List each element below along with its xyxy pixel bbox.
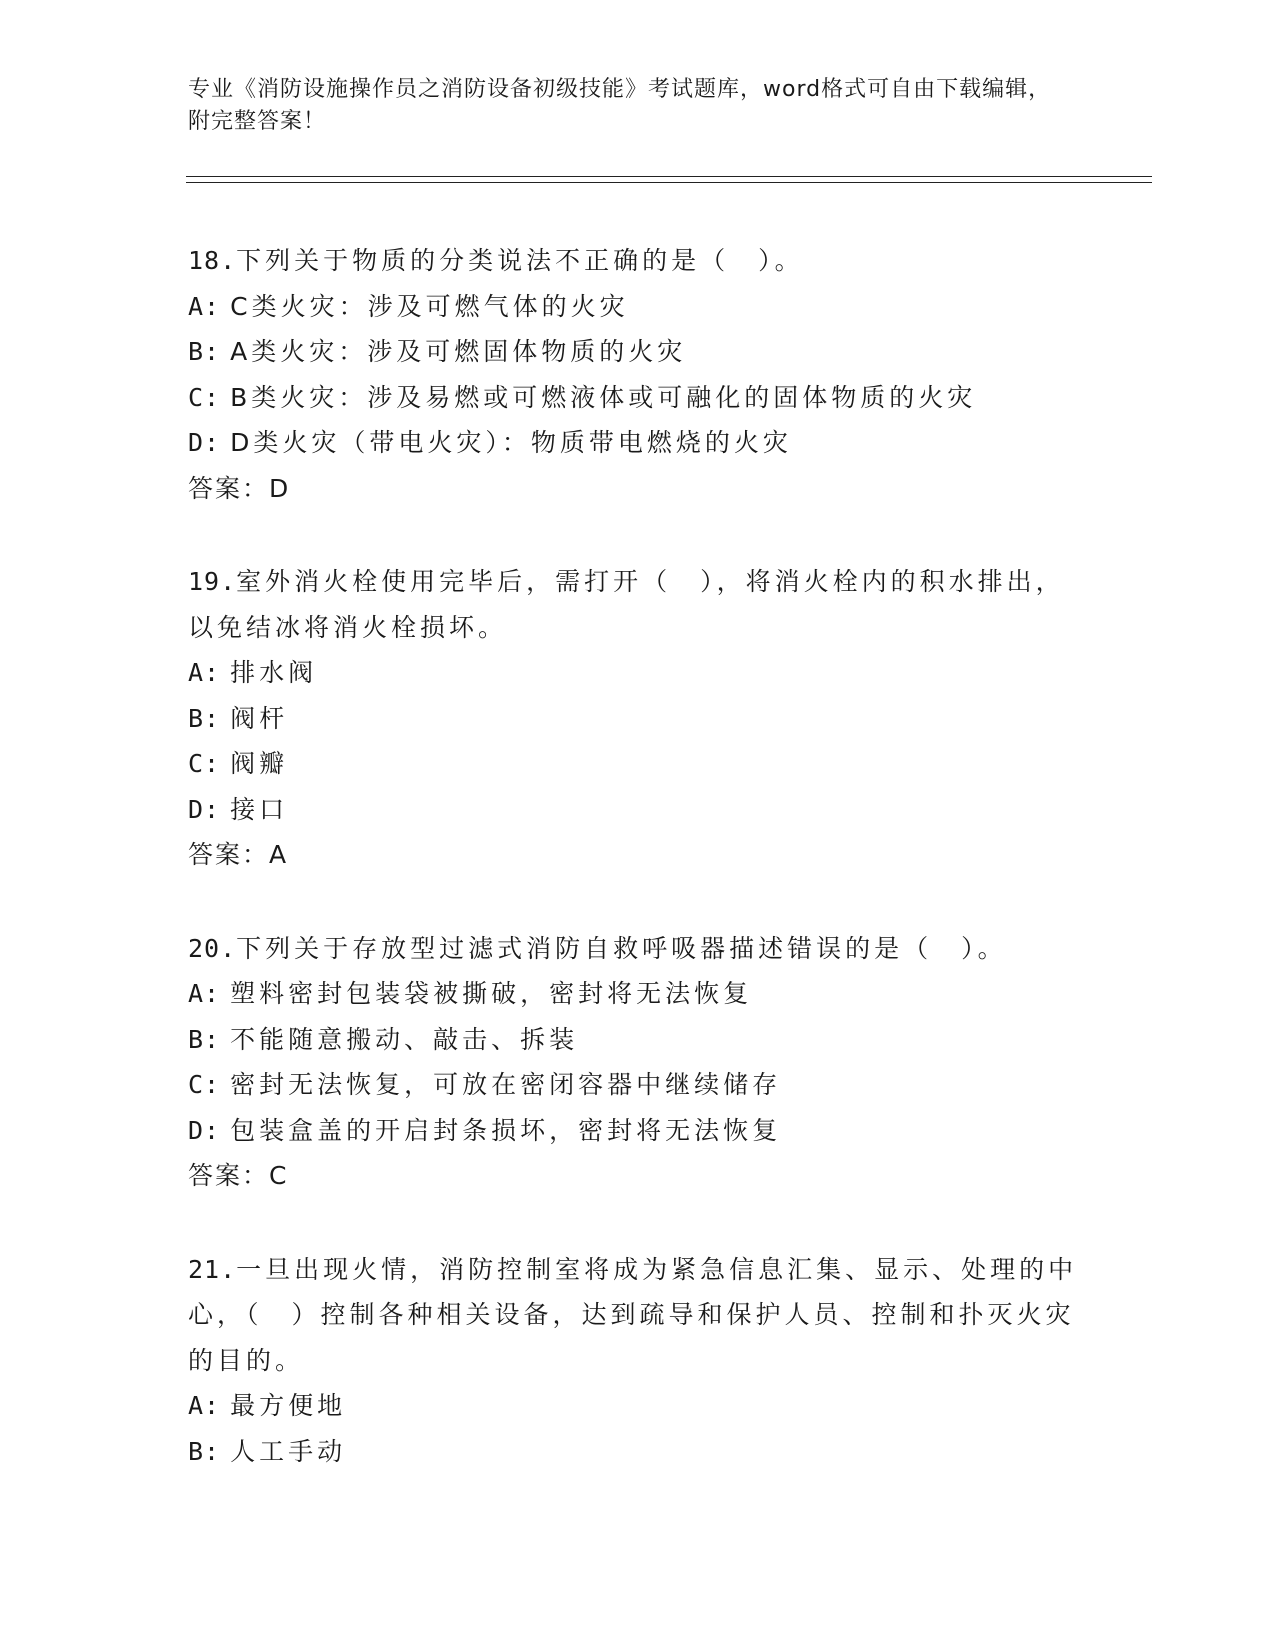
option-key: B:	[188, 1436, 221, 1466]
question-number: 18.	[188, 246, 237, 275]
option-text: 最方便地	[230, 1391, 347, 1420]
answer-line: 答案：C	[188, 1161, 289, 1190]
option-c	[188, 375, 1088, 421]
question-text: 下列关于物质的分类说法不正确的是（ ）。	[236, 246, 804, 275]
option-text: D类火灾（带电火灾）：物质带电燃烧的火灾	[230, 428, 792, 457]
option-d	[188, 787, 1088, 833]
option-key: B:	[188, 703, 221, 733]
option-text: 阀杆	[230, 703, 289, 733]
option-b	[188, 1017, 1088, 1063]
question-text: 下列关于存放型过滤式消防自救呼吸器描述错误的是（ ）。	[236, 933, 1007, 963]
option-text: B类火灾：涉及易燃或可燃液体或可融化的固体物质的火灾	[230, 382, 977, 412]
option-key: A:	[188, 658, 221, 687]
question-stem	[188, 238, 1088, 284]
option-key: C:	[188, 1070, 221, 1099]
question-number: 21.	[188, 1254, 237, 1284]
option-a	[188, 650, 1088, 696]
option-c	[188, 1062, 1088, 1108]
option-key: B:	[188, 1024, 221, 1054]
option-key: B:	[188, 337, 221, 366]
option-text: A类火灾：涉及可燃固体物质的火灾	[230, 337, 687, 366]
question-20	[188, 926, 1088, 1199]
option-d	[188, 1108, 1088, 1154]
question-list	[188, 238, 1088, 1522]
option-a	[188, 971, 1088, 1017]
header-divider-top	[186, 176, 1152, 177]
option-text: 塑料密封包装袋被撕破，密封将无法恢复	[230, 979, 753, 1008]
option-text: 包装盒盖的开启封条损坏，密封将无法恢复	[230, 1115, 782, 1145]
option-key: A:	[188, 1391, 221, 1420]
option-key: A:	[188, 979, 221, 1008]
option-text: 不能随意搬动、敲击、拆装	[230, 1024, 579, 1054]
option-key: D:	[188, 428, 221, 457]
question-text: 一旦出现火情，消防控制室将成为紧急信息汇集、显示、处理的中心，（ ）控制各种相关设备，达到疏导和保护人员、控制和扑灭火灾的目的。	[188, 1254, 1078, 1375]
question-text: 室外消火栓使用完毕后，需打开（ ），将消火栓内的积水排出，以免结冰将消火栓损坏。	[188, 567, 1065, 642]
option-key: C:	[188, 749, 221, 778]
question-stem	[188, 1247, 1088, 1384]
answer-line: 答案：A	[188, 840, 289, 869]
option-c	[188, 741, 1088, 787]
option-key: C:	[188, 382, 221, 412]
option-text: 接口	[230, 794, 289, 824]
option-key: D:	[188, 794, 221, 824]
option-text: 人工手动	[230, 1436, 347, 1466]
document-header: 专业《消防设施操作员之消防设备初级技能》考试题库，word格式可自由下载编辑，附完整答案！	[188, 77, 1052, 134]
question-number: 19.	[188, 567, 237, 596]
option-b	[188, 696, 1088, 742]
option-a	[188, 284, 1088, 330]
question-21	[188, 1247, 1088, 1475]
option-text: 阀瓣	[230, 749, 289, 778]
question-18	[188, 238, 1088, 511]
option-b	[188, 329, 1088, 375]
option-b	[188, 1429, 1088, 1475]
question-stem	[188, 926, 1088, 972]
option-key: D:	[188, 1115, 221, 1145]
option-text: C类火灾：涉及可燃气体的火灾	[230, 291, 629, 321]
option-text: 排水阀	[230, 658, 318, 687]
header-divider-bottom	[186, 182, 1152, 183]
question-stem	[188, 559, 1088, 650]
option-text: 密封无法恢复，可放在密闭容器中继续储存	[230, 1070, 782, 1099]
question-number: 20.	[188, 933, 237, 963]
option-key: A:	[188, 291, 221, 321]
option-d	[188, 420, 1088, 466]
answer-line: 答案：D	[188, 473, 291, 503]
question-19	[188, 559, 1088, 878]
option-a	[188, 1383, 1088, 1429]
